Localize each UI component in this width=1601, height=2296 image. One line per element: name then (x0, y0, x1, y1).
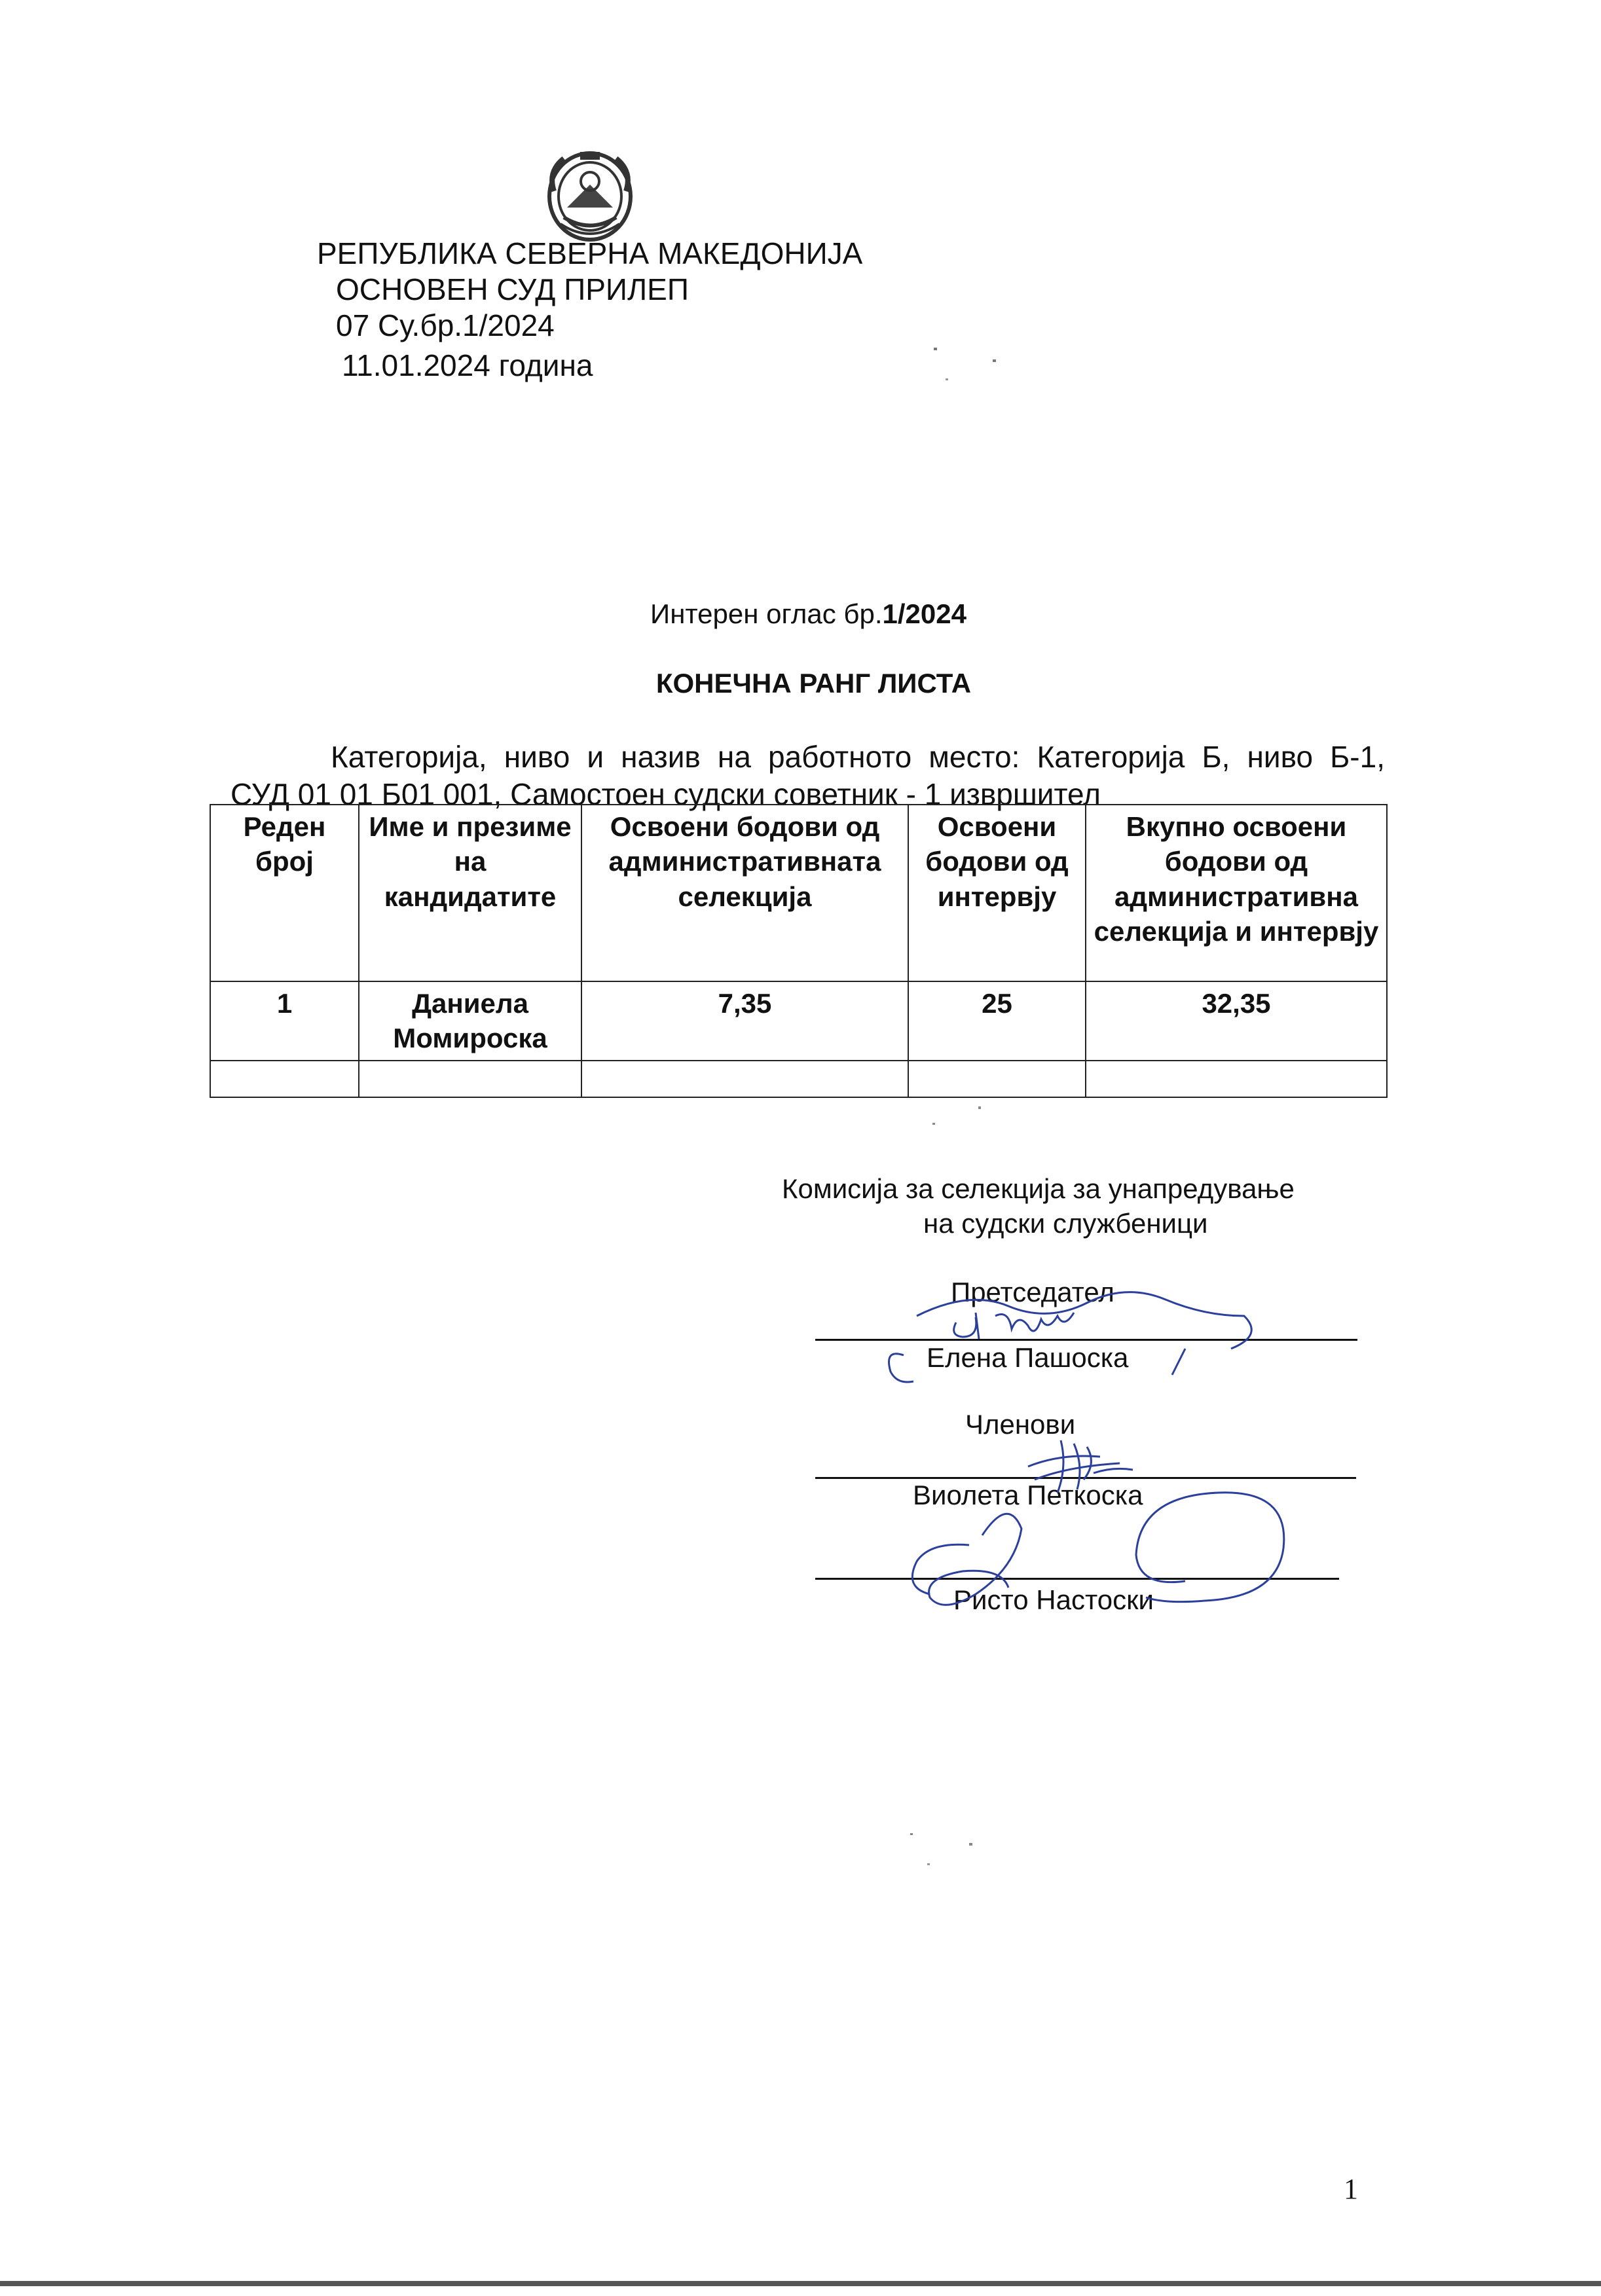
scan-speck (993, 359, 996, 362)
commission-title-line-1: Комисија за селекција за унапредување (782, 1173, 1295, 1204)
empty-cell (581, 1061, 908, 1097)
scan-speck (927, 1863, 930, 1865)
document-date: 11.01.2024 година (342, 348, 593, 382)
member2-name: Ристо Настоски (953, 1584, 1154, 1615)
header-name: Име и презиме на кандидатите (359, 805, 581, 981)
cell-interview-points: 25 (908, 981, 1086, 1061)
document-title: КОНЕЧНА РАНГ ЛИСТА (655, 668, 972, 699)
table-header-row (210, 805, 1387, 981)
table-row-empty (210, 1061, 1387, 1097)
header-interview-points: Освоени бодови од интервју (908, 805, 1086, 981)
chair-name: Елена Пашоска (927, 1342, 1129, 1373)
scan-speck (978, 1106, 981, 1109)
reference-number: 07 Су.бр.1/2024 (336, 308, 555, 342)
chair-signature-line (815, 1339, 1357, 1341)
cell-name: Даниела Момироска (359, 981, 581, 1061)
commission-title-line-2: на судски службеници (923, 1208, 1208, 1239)
chair-label: Претседател (951, 1277, 1114, 1307)
cell-rank: 1 (210, 981, 359, 1061)
empty-cell (1086, 1061, 1387, 1097)
table-row (210, 981, 1387, 1061)
category-line-2: СУД 01 01 Б01 001, Самостоен судски советник - 1 извршител (230, 777, 1101, 811)
announcement-prefix: Интерен оглас бр. (650, 598, 883, 629)
member1-signature-line (815, 1477, 1356, 1479)
announcement-line (0, 598, 1601, 630)
ranking-table (210, 804, 1388, 1098)
empty-cell (908, 1061, 1086, 1097)
member1-name: Виолета Петкоска (913, 1480, 1143, 1510)
empty-cell (210, 1061, 359, 1097)
header-admin-points: Освоени бодови од административната селекција (581, 805, 908, 981)
member2-signature-line (815, 1578, 1339, 1580)
scan-speck (946, 378, 948, 380)
announcement-number: 1/2024 (882, 598, 966, 629)
header-total: Вкупно освоени бодови од административна селекција и интервју (1086, 805, 1387, 981)
court-name: ОСНОВЕН СУД ПРИЛЕП (336, 272, 689, 306)
scan-bottom-edge (0, 2281, 1601, 2286)
header-rank: Реден број (210, 805, 359, 981)
members-label: Членови (965, 1409, 1076, 1440)
scan-speck (969, 1843, 972, 1846)
cell-total: 32,35 (1086, 981, 1387, 1061)
country-name: РЕПУБЛИКА СЕВЕРНА МАКЕДОНИЈА (317, 236, 863, 270)
scan-speck (910, 1833, 913, 1835)
empty-cell (359, 1061, 581, 1097)
page-number: 1 (1344, 2173, 1358, 2205)
scan-speck (934, 348, 937, 350)
scan-speck (932, 1123, 935, 1125)
cell-admin-points: 7,35 (581, 981, 908, 1061)
category-line-1: Категорија, ниво и назив на работното место: Категорија Б, ниво Б-1, (331, 740, 1385, 774)
coat-of-arms-emblem (541, 145, 639, 244)
